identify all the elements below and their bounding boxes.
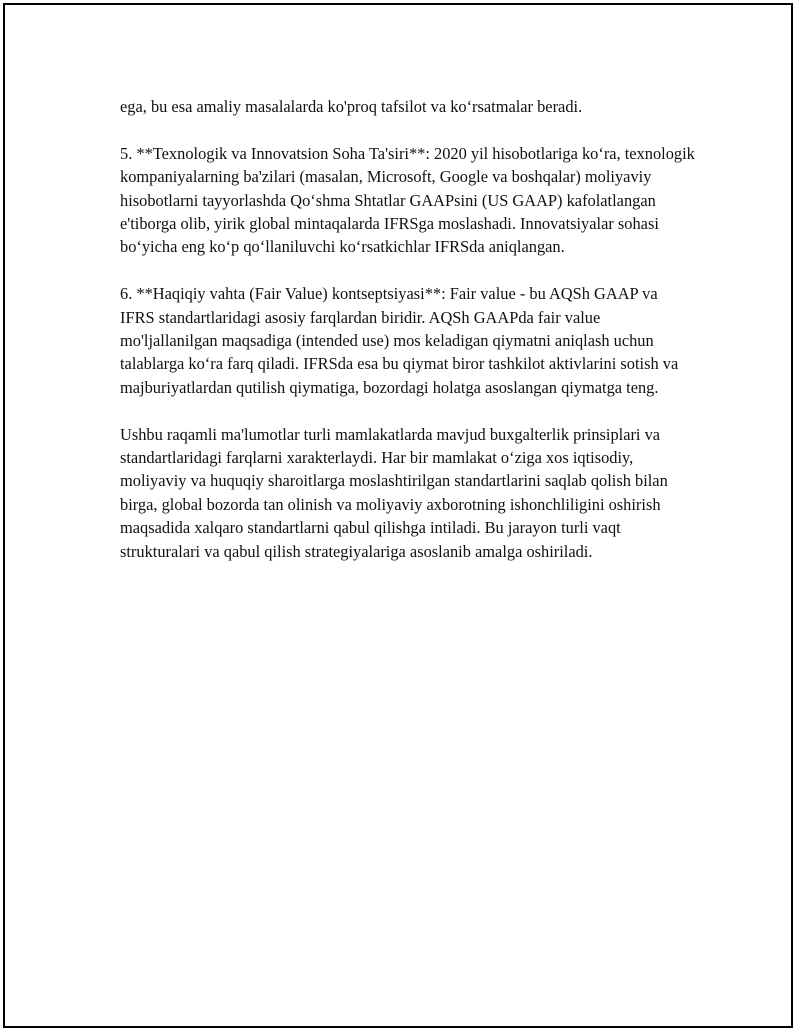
paragraph-summary: Ushbu raqamli ma'lumotlar turli mamlakatlarda mavjud buxgalterlik prinsiplari va standartlaridagi farqlarni xarakterlaydi. Har bir mamlakat o‘ziga xos iqtisodiy, moliyaviy va huquqiy sharoitlarga moslashtirilgan standartlarini saqlab qolish bilan birga, global bozorda tan olinish va moliyaviy axborotning ishonchliligini oshirish maqsadida xalqaro standartlarni qabul qilishga intiladi. Bu jarayon turli vaqt strukturalari va qabul qilish strategiyalariga asoslanib amalga oshiriladi. [120,424,668,561]
document-body [120,95,695,586]
paragraph-continuation: ega, bu esa amaliy masalalarda ko'proq tafsilot va ko‘rsatmalar beradi. [120,97,583,116]
paragraph-item-6: 6. **Haqiqiy vahta (Fair Value) kontseptsiyasi**: Fair value - bu AQSh GAAP va IFRS standartlaridagi asosiy farqlardan biridir. AQSh GAAPda fair value mo'ljallanilgan maqsadiga (intended use) mos keladigan qiymatni aniqlash uchun talablarga ko‘ra farq qiladi. IFRSda esa bu qiymat biror tashkilot aktivlarini sotish va majburiyatlardan qutilish qiymatiga, bozordagi holatga asoslangan qiymatga teng. [120,284,679,397]
paragraph-item-5: 5. **Texnologik va Innovatsion Soha Ta'siri**: 2020 yil hisobotlariga ko‘ra, texnologik kompaniyalarning ba'zilari (masalan, Microsoft, Google va boshqalar) moliyaviy hisobotlarni tayyorlashda Qo‘shma Shtatlar GAAPsini (US GAAP) kafolatlangan e'tiborga olib, yirik global mintaqalarda IFRSga moslashadi. Innovatsiyalar sohasi bo‘yicha eng ko‘p qo‘llaniluvchi ko‘rsatkichlar IFRSda aniqlangan. [120,143,695,257]
document-page [3,3,793,1028]
